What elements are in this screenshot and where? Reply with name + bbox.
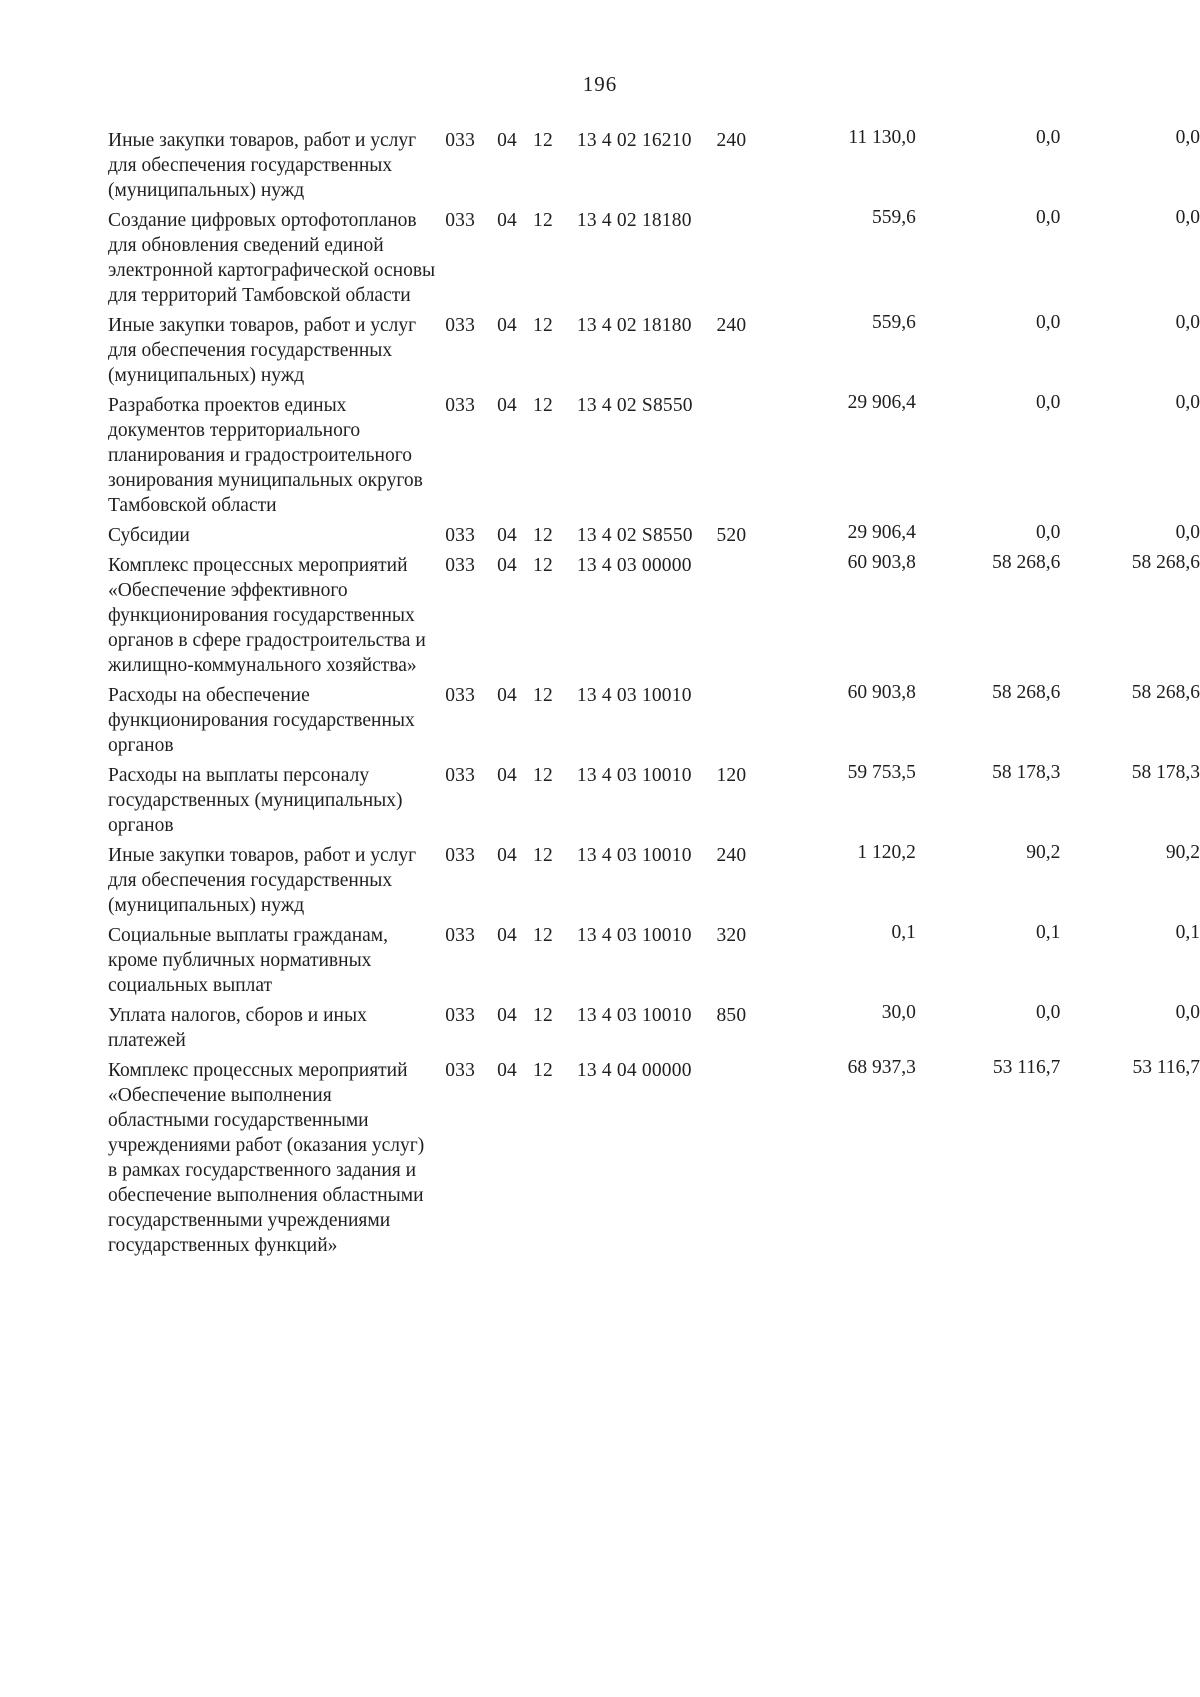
row-amount-year-1: 29 906,4 [847,522,916,543]
row-section-code: 04 [497,210,518,231]
row-expense-type-code [716,553,776,683]
table-row [108,128,1200,208]
table-row [108,763,1200,843]
row-name: Создание цифровых ортофотопланов для обновления сведений единой электронной картографической основы для территорий Тамбовской области [108,210,436,306]
row-amount-year-3: 0,0 [1175,522,1200,543]
row-name: Разработка проектов единых документов территориального планирования и градостроительного зонирования муниципальных округов Тамбовской области [108,395,423,516]
row-section-code: 04 [497,525,518,546]
row-subsection-code: 12 [533,395,553,416]
row-section-code: 04 [497,130,518,151]
row-amount-year-1: 0,1 [891,922,916,943]
row-ministry-code: 033 [445,1005,476,1026]
row-amount-year-1: 60 903,8 [847,552,916,573]
row-target-article-code: 13 4 03 00000 [576,555,692,576]
row-expense-type-code [716,683,776,763]
row-amount-year-2: 0,0 [1036,312,1061,333]
row-subsection-code: 12 [533,1005,553,1026]
row-subsection-code: 12 [533,925,553,946]
row-target-article-code: 13 4 03 10010 [576,1005,692,1026]
row-subsection-code: 12 [533,130,553,151]
row-amount-year-3: 0,0 [1175,207,1200,228]
row-ministry-code: 033 [445,845,476,866]
row-amount-year-1: 11 130,0 [848,127,916,148]
table-row [108,1058,1200,1263]
row-name: Социальные выплаты гражданам, кроме публичных нормативных социальных выплат [108,925,389,996]
row-amount-year-1: 559,6 [871,312,916,333]
table-row [108,393,1200,523]
budget-table [108,128,1200,1263]
row-amount-year-1: 1 120,2 [857,842,916,863]
row-name: Комплекс процессных мероприятий «Обеспечение эффективного функционирования государственных органов в сфере градостроительства и жилищно-коммунального хозяйства» [108,555,426,676]
row-amount-year-2: 58 178,3 [992,762,1061,783]
row-section-code: 04 [497,395,518,416]
row-section-code: 04 [497,315,518,336]
row-expense-type-code: 240 [716,315,747,336]
row-amount-year-3: 58 178,3 [1131,762,1200,783]
row-target-article-code: 13 4 02 S8550 [576,395,693,416]
row-amount-year-1: 68 937,3 [847,1057,916,1078]
row-amount-year-1: 59 753,5 [847,762,916,783]
row-expense-type-code: 520 [716,525,747,546]
row-name: Расходы на выплаты персоналу государственных (муниципальных) органов [108,765,403,836]
row-section-code: 04 [497,765,518,786]
table-row [108,923,1200,1003]
row-subsection-code: 12 [533,685,553,706]
row-subsection-code: 12 [533,555,553,576]
row-target-article-code: 13 4 02 S8550 [576,525,693,546]
row-target-article-code: 13 4 02 18180 [576,315,692,336]
row-section-code: 04 [497,925,518,946]
row-subsection-code: 12 [533,525,553,546]
row-name: Иные закупки товаров, работ и услуг для обеспечения государственных (муниципальных) нужд [108,845,417,916]
row-expense-type-code: 850 [716,1005,747,1026]
row-amount-year-3: 58 268,6 [1131,682,1200,703]
row-target-article-code: 13 4 02 18180 [576,210,692,231]
row-amount-year-3: 0,0 [1175,392,1200,413]
row-expense-type-code: 320 [716,925,747,946]
row-section-code: 04 [497,555,518,576]
row-expense-type-code: 240 [716,130,747,151]
table-row [108,313,1200,393]
row-amount-year-2: 58 268,6 [992,682,1061,703]
row-amount-year-3: 0,0 [1175,1002,1200,1023]
row-expense-type-code: 240 [716,845,747,866]
row-ministry-code: 033 [445,1060,476,1081]
row-expense-type-code: 120 [716,765,747,786]
row-name: Субсидии [108,525,190,546]
row-amount-year-1: 30,0 [881,1002,916,1023]
row-amount-year-3: 90,2 [1165,842,1200,863]
row-expense-type-code [716,208,776,313]
row-name: Уплата налогов, сборов и иных платежей [108,1005,367,1051]
row-amount-year-3: 0,1 [1175,922,1200,943]
table-row [108,553,1200,683]
row-ministry-code: 033 [445,765,476,786]
table-row [108,1003,1200,1058]
row-amount-year-2: 58 268,6 [992,552,1061,573]
page-number: 196 [582,72,618,96]
row-name: Иные закупки товаров, работ и услуг для обеспечения государственных (муниципальных) нужд [108,315,417,386]
budget-table-body [108,128,1200,1263]
row-ministry-code: 033 [445,210,476,231]
row-name: Расходы на обеспечение функционирования государственных органов [108,685,415,756]
row-subsection-code: 12 [533,1060,553,1081]
row-target-article-code: 13 4 03 10010 [576,925,692,946]
row-amount-year-1: 559,6 [871,207,916,228]
row-ministry-code: 033 [445,525,476,546]
row-amount-year-2: 90,2 [1026,842,1061,863]
row-ministry-code: 033 [445,925,476,946]
row-target-article-code: 13 4 02 16210 [576,130,692,151]
row-amount-year-3: 58 268,6 [1131,552,1200,573]
row-subsection-code: 12 [533,315,553,336]
row-amount-year-3: 53 116,7 [1132,1057,1200,1078]
row-amount-year-1: 29 906,4 [847,392,916,413]
row-ministry-code: 033 [445,555,476,576]
row-expense-type-code [716,393,776,523]
row-amount-year-2: 0,0 [1036,127,1061,148]
row-amount-year-3: 0,0 [1175,127,1200,148]
table-row [108,843,1200,923]
row-amount-year-2: 0,0 [1036,392,1061,413]
row-amount-year-2: 0,0 [1036,207,1061,228]
row-subsection-code: 12 [533,210,553,231]
row-section-code: 04 [497,845,518,866]
row-target-article-code: 13 4 03 10010 [576,845,692,866]
row-section-code: 04 [497,685,518,706]
table-row [108,208,1200,313]
row-amount-year-2: 53 116,7 [992,1057,1061,1078]
row-ministry-code: 033 [445,130,476,151]
row-ministry-code: 033 [445,395,476,416]
row-amount-year-3: 0,0 [1175,312,1200,333]
row-amount-year-1: 60 903,8 [847,682,916,703]
row-ministry-code: 033 [445,685,476,706]
row-amount-year-2: 0,1 [1036,922,1061,943]
row-name: Комплекс процессных мероприятий «Обеспечение выполнения областными государственными учреждениями работ (оказания услуг) в рамках государственного задания и обеспечение выполнения областными государственными учреждениями государственных функций» [108,1060,425,1256]
row-target-article-code: 13 4 03 10010 [576,765,692,786]
row-amount-year-2: 0,0 [1036,1002,1061,1023]
row-target-article-code: 13 4 04 00000 [576,1060,692,1081]
table-row [108,683,1200,763]
row-expense-type-code [716,1058,776,1263]
row-section-code: 04 [497,1060,518,1081]
row-subsection-code: 12 [533,845,553,866]
row-subsection-code: 12 [533,765,553,786]
row-section-code: 04 [497,1005,518,1026]
row-target-article-code: 13 4 03 10010 [576,685,692,706]
row-ministry-code: 033 [445,315,476,336]
row-name: Иные закупки товаров, работ и услуг для обеспечения государственных (муниципальных) нужд [108,130,417,201]
table-row [108,523,1200,553]
row-amount-year-2: 0,0 [1036,522,1061,543]
